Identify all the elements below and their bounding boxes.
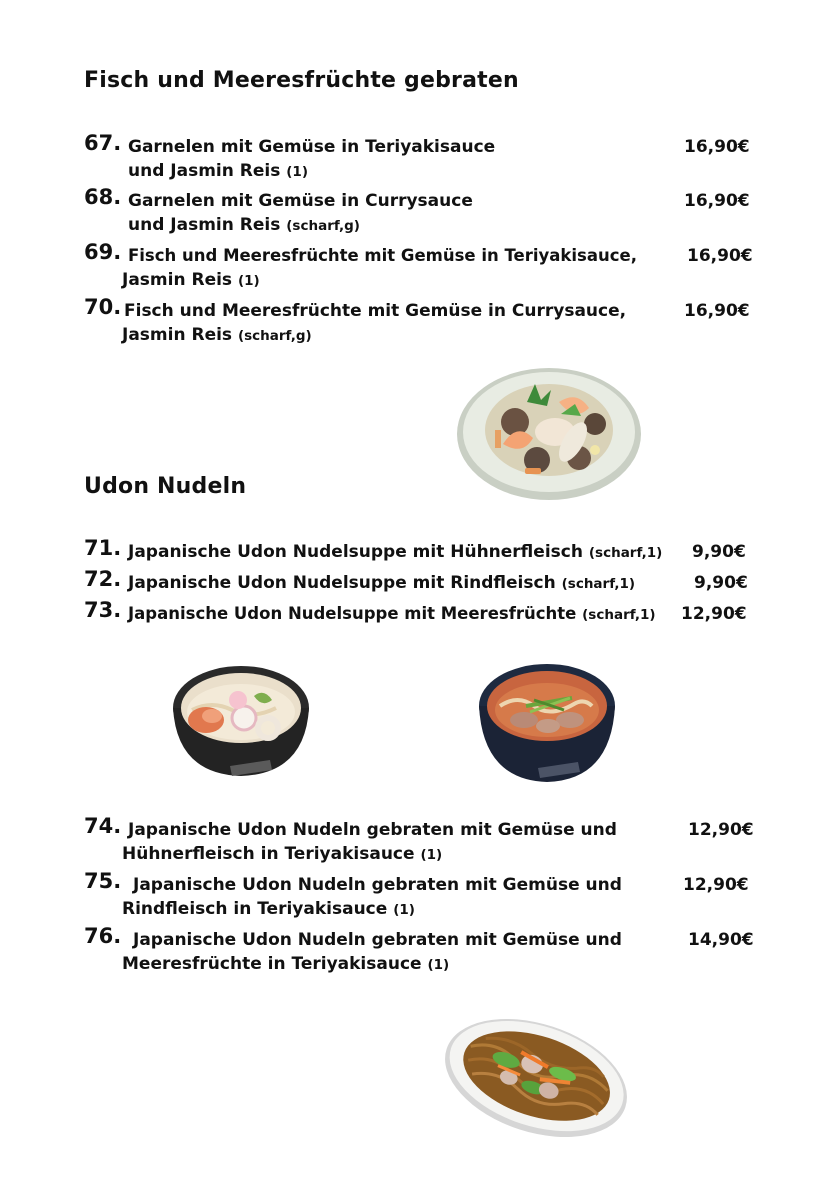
item-name: Japanische Udon Nudelsuppe mit Meeresfrüchte (scharf,1) [128, 604, 656, 623]
fried-udon-image [440, 1008, 632, 1148]
item-name: Garnelen mit Gemüse in Currysauce [128, 191, 473, 211]
item-number: 75. [84, 869, 122, 893]
item-name-cont: und Jasmin Reis (scharf,g) [128, 215, 360, 235]
seafood-dish-image [455, 362, 643, 502]
item-number: 74. [84, 814, 122, 838]
item-price: 12,90€ [683, 875, 749, 895]
item-price: 16,90€ [684, 191, 750, 211]
item-number: 72. [84, 567, 122, 591]
item-note: (1) [393, 902, 415, 918]
item-name-cont: Jasmin Reis (scharf,g) [122, 325, 312, 345]
item-price: 14,90€ [688, 930, 754, 950]
item-note: (1) [286, 164, 308, 180]
item-note: (scharf,1) [582, 607, 656, 623]
item-price: 9,90€ [694, 573, 748, 593]
item-name-cont: Meeresfrüchte in Teriyakisauce (1) [122, 954, 450, 974]
item-name-cont: Rindfleisch in Teriyakisauce (1) [122, 899, 415, 919]
item-number: 76. [84, 924, 122, 948]
item-number: 70. [84, 295, 122, 319]
item-name: Fisch und Meeresfrüchte mit Gemüse in Currysauce, [124, 301, 627, 321]
item-price: 16,90€ [684, 301, 750, 321]
item-name-cont: Jasmin Reis (1) [122, 270, 260, 290]
item-number: 71. [84, 536, 122, 560]
item-name: Japanische Udon Nudeln gebraten mit Gemüse und [128, 820, 617, 840]
item-name: Japanische Udon Nudeln gebraten mit Gemüse und [133, 930, 622, 950]
section-title-fisch: Fisch und Meeresfrüchte gebraten [84, 68, 519, 93]
item-name-cont: und Jasmin Reis (1) [128, 161, 308, 181]
udon-soup-seafood-image [170, 662, 312, 780]
item-note: (scharf,g) [286, 218, 360, 234]
item-number: 73. [84, 598, 122, 622]
item-price: 16,90€ [687, 246, 753, 266]
item-price: 16,90€ [684, 137, 750, 157]
item-number: 69. [84, 240, 122, 264]
item-note: (scharf,g) [237, 328, 312, 344]
item-number: 67. [84, 131, 122, 155]
udon-soup-beef-image [476, 660, 618, 786]
item-note: (1) [427, 957, 450, 973]
item-name-cont: Hühnerfleisch in Teriyakisauce (1) [122, 844, 443, 864]
item-name: Garnelen mit Gemüse in Teriyakisauce [128, 137, 496, 157]
item-note: (1) [420, 847, 443, 863]
item-note: (scharf,1) [561, 576, 636, 592]
item-name: Japanische Udon Nudelsuppe mit Rindfleisch (scharf,1) [128, 573, 636, 593]
item-price: 9,90€ [692, 542, 746, 562]
item-price: 12,90€ [688, 820, 754, 840]
section-title-udon: Udon Nudeln [84, 474, 247, 499]
item-note: (scharf,1) [588, 545, 663, 561]
item-name: Japanische Udon Nudeln gebraten mit Gemüse und [133, 875, 622, 895]
item-name: Japanische Udon Nudelsuppe mit Hühnerfleisch (scharf,1) [128, 542, 663, 562]
item-name: Fisch und Meeresfrüchte mit Gemüse in Teriyakisauce, [128, 246, 637, 265]
item-price: 12,90€ [681, 604, 747, 624]
item-number: 68. [84, 185, 122, 209]
item-note: (1) [237, 273, 260, 289]
